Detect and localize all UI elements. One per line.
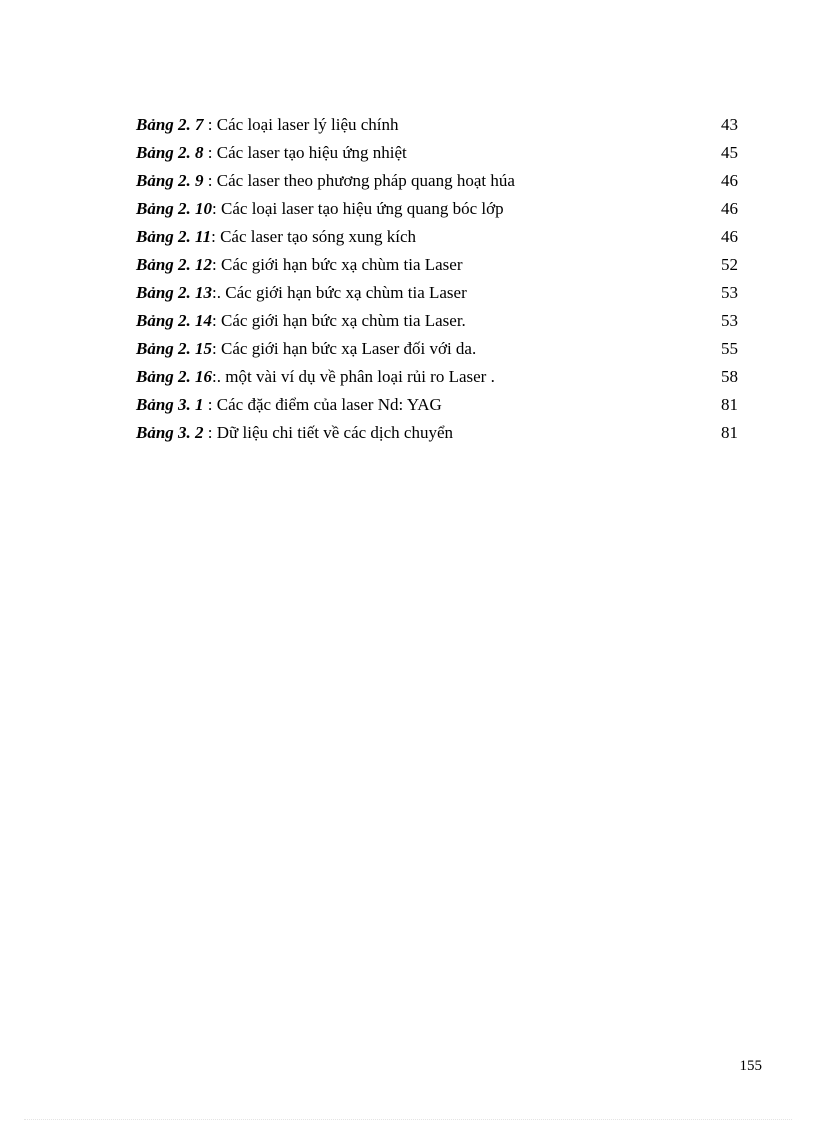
toc-entry-title: : Các loại laser tạo hiệu ứng quang bóc lớp: [212, 199, 504, 218]
toc-entry-title: : Các loại laser lý liệu chính: [203, 115, 399, 134]
toc-entry-title: :. một vài ví dụ về phân loại rủi ro Laser .: [212, 367, 495, 386]
toc-entry-title: : Các laser tạo sóng xung kích: [211, 227, 417, 246]
toc-entry-title: : Các giới hạn bức xạ chùm tia Laser.: [212, 311, 466, 330]
toc-entry-title: : Các giới hạn bức xạ chùm tia Laser: [212, 255, 463, 274]
toc-entry-page: 81: [721, 423, 738, 442]
toc-entry-label: Bảng 3. 1: [136, 395, 204, 414]
toc-entry: [136, 421, 738, 449]
toc-entry-page: 52: [721, 255, 738, 274]
toc-entry-label: Bảng 2. 8: [136, 143, 204, 162]
toc-entry-page: 81: [721, 395, 738, 414]
toc-entry: [136, 113, 738, 141]
toc-entry: [136, 365, 738, 393]
toc-entry-title: : Dữ liệu chi tiết về các dịch chuyển: [203, 423, 454, 442]
toc-entry-label: Bảng 2. 13: [136, 283, 213, 302]
page-bottom-divider: [24, 1119, 792, 1120]
toc-entry-page: 45: [721, 143, 738, 162]
toc-entry-label: Bảng 2. 14: [136, 311, 213, 330]
toc-entry-page: 53: [721, 311, 738, 330]
toc-entry: [136, 225, 738, 253]
table-of-contents-list: [136, 113, 738, 449]
toc-entry-label: Bảng 2. 9: [136, 171, 204, 190]
toc-entry-label: Bảng 3. 2: [136, 423, 204, 442]
toc-entry-label: Bảng 2. 7: [136, 115, 204, 134]
toc-entry-label: Bảng 2. 15: [136, 339, 213, 358]
toc-entry-page: 46: [721, 227, 738, 246]
toc-entry-page: 55: [721, 339, 738, 358]
toc-entry: [136, 141, 738, 169]
toc-entry: [136, 197, 738, 225]
toc-entry-title: : Các giới hạn bức xạ Laser đối với da.: [212, 339, 477, 358]
toc-entry: [136, 309, 738, 337]
toc-entry: [136, 393, 738, 421]
toc-entry-label: Bảng 2. 16: [136, 367, 213, 386]
toc-entry-page: 58: [721, 367, 738, 386]
toc-entry-title: : Các đặc điểm của laser Nd: YAG: [203, 395, 442, 414]
toc-entry-page: 46: [721, 171, 738, 190]
toc-entry: [136, 337, 738, 365]
toc-entry-page: 46: [721, 199, 738, 218]
toc-entry-page: 53: [721, 283, 738, 302]
toc-entry-page: 43: [721, 115, 738, 134]
toc-entry-title: : Các laser tạo hiệu ứng nhiệt: [203, 143, 407, 162]
toc-entry-label: Bảng 2. 12: [136, 255, 213, 274]
toc-entry-label: Bảng 2. 11: [136, 227, 212, 246]
toc-entry-label: Bảng 2. 10: [136, 199, 213, 218]
toc-entry: [136, 169, 738, 197]
toc-entry-title: : Các laser theo phương pháp quang hoạt húa: [203, 171, 515, 190]
toc-entry: [136, 253, 738, 281]
page-number: 155: [739, 1058, 762, 1074]
toc-entry-title: :. Các giới hạn bức xạ chùm tia Laser: [212, 283, 467, 302]
toc-entry: [136, 281, 738, 309]
